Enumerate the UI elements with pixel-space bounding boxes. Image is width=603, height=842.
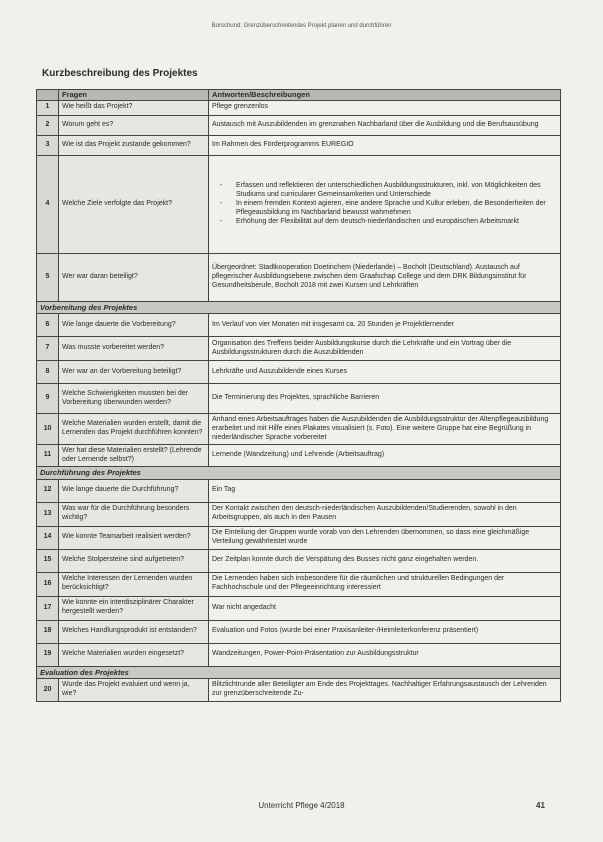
- table-row: [37, 445, 561, 467]
- row-number: 10: [37, 414, 59, 445]
- project-table: [36, 89, 561, 702]
- answer-cell: Der Kontakt zwischen den deutsch-niederländischen Auszubildenden/Studierenden, sowohl in den Arbeitsgruppen, als auch in den Pausen: [209, 502, 561, 526]
- table-row: [37, 337, 561, 361]
- row-number: 9: [37, 384, 59, 414]
- row-number: 2: [37, 115, 59, 135]
- answer-cell: Im Rahmen des Förderprogramms EUREGIO: [209, 135, 561, 155]
- goal-item: - Erhöhung der Flexibilität auf dem deutsch-niederländischen und europäischen Arbeitsmarkt: [236, 218, 557, 227]
- answer-cell: Anhand eines Arbeitsauftrages haben die Auszubildenden die Ausbildungsstruktur der Altenpflegeausbildung erarbeitet und mit Hilfe eines Plakates visualisiert (s. Foto). Eine weitere Gruppe hat eine Begrüßung in niederländischer Sprache vorbereitet: [209, 414, 561, 445]
- row-number: 13: [37, 502, 59, 526]
- row-number: 7: [37, 337, 59, 361]
- question-cell: Welche Interessen der Lernenden wurden berücksichtigt?: [59, 572, 209, 596]
- question-cell: Wie lange dauerte die Vorbereitung?: [59, 314, 209, 337]
- row-number: 12: [37, 479, 59, 502]
- table-row: [37, 361, 561, 384]
- table-row: [37, 502, 561, 526]
- answer-cell: Ein Tag: [209, 479, 561, 502]
- table-row: [37, 479, 561, 502]
- answer-cell: Organisation des Treffens beider Ausbildungskurse durch die Lehrkräfte und ein Vortrag über die Ausbildungsstrukturen durch die Auszubildenden: [209, 337, 561, 361]
- row-number: 14: [37, 526, 59, 549]
- question-cell: Wie lange dauerte die Durchführung?: [59, 479, 209, 502]
- section-row: [37, 666, 561, 679]
- table-row: [37, 253, 561, 301]
- goal-item: - In einem fremden Kontext agieren, eine andere Sprache und Kultur erleben, die Besonderheiten der Pflegeausbildung im Nachbarland bewusst wahrnehmen: [236, 200, 557, 218]
- question-cell: Welche Ziele verfolgte das Projekt?: [59, 155, 209, 253]
- table-row: [37, 572, 561, 596]
- question-cell: Welches Handlungsprodukt ist entstanden?: [59, 620, 209, 643]
- row-number: 20: [37, 679, 59, 702]
- table-row: [37, 620, 561, 643]
- section-heading-execution: Durchführung des Projektes: [37, 467, 561, 480]
- answer-cell: Wandzeitungen, Power-Point-Präsentation zur Ausbildungsstruktur: [209, 643, 561, 666]
- answer-cell: Im Verlauf von vier Monaten mit insgesamt ca. 20 Stunden je Projektlernender: [209, 314, 561, 337]
- table-header-row: [37, 90, 561, 101]
- page-number: 41: [536, 801, 545, 810]
- row-number: 17: [37, 596, 59, 620]
- section-row: [37, 301, 561, 314]
- answer-cell: Pflege grenzenlos: [209, 100, 561, 115]
- row-number: 11: [37, 445, 59, 467]
- answer-cell: Lehrkräfte und Auszubildende eines Kurses: [209, 361, 561, 384]
- row-number: 16: [37, 572, 59, 596]
- row-number: 3: [37, 135, 59, 155]
- table-row: [37, 526, 561, 549]
- answer-cell: [209, 155, 561, 253]
- table-row: [37, 314, 561, 337]
- question-cell: Wer hat diese Materialien erstellt? (Lehrende oder Lernende selbst?): [59, 445, 209, 467]
- question-cell: Worum geht es?: [59, 115, 209, 135]
- table-row: [37, 596, 561, 620]
- table-row: [37, 679, 561, 702]
- answer-cell: Die Lernenden haben sich insbesondere für die räumlichen und strukturellen Bedingungen der Fachhochschule und der Pflegeeinrichtung interessiert: [209, 572, 561, 596]
- header-num: [37, 90, 59, 101]
- magazine-issue: Unterricht Pflege 4/2018: [258, 801, 345, 810]
- section-heading-preparation: Vorbereitung des Projektes: [37, 301, 561, 314]
- answer-cell: Der Zeitplan konnte durch die Verspätung des Busses nicht ganz eingehalten werden.: [209, 549, 561, 572]
- question-cell: Welche Materialien wurden eingesetzt?: [59, 643, 209, 666]
- question-cell: Welche Stolpersteine sind aufgetreten?: [59, 549, 209, 572]
- section-heading-evaluation: Evaluation des Projektes: [37, 666, 561, 679]
- row-number: 15: [37, 549, 59, 572]
- section-row: [37, 467, 561, 480]
- row-number: 4: [37, 155, 59, 253]
- table-row: [37, 384, 561, 414]
- row-number: 5: [37, 253, 59, 301]
- question-cell: Wer war an der Vorbereitung beteiligt?: [59, 361, 209, 384]
- question-cell: Welche Schwierigkeiten mussten bei der Vorbereitung überwunden werden?: [59, 384, 209, 414]
- answer-cell: Übergeordnet: Stadtkooperation Doetinchem (Niederlande) – Bocholt (Deutschland). Austausch auf pflegerischer Ausbildungsebene zwischen dem Graafschap College und dem DRK Bildungsinstitut für Gesundheitsberufe, Bocholt 2018 mit zwei Kursen und Lehrkräften: [209, 253, 561, 301]
- section-title: Kurzbeschreibung des Projektes: [42, 68, 198, 79]
- answer-cell: Blitzlichtrunde aller Beteiligter am Ende des Projekttages. Nachhaltiger Erfahrungsaustausch der Lehrenden zur grenzüberschreitende Zu-: [209, 679, 561, 702]
- answer-cell: Austausch mit Auszubildenden im grenznahen Nachbarland über die Ausbildung und die Berufsausübung: [209, 115, 561, 135]
- question-cell: Welche Materialien wurden erstellt, damit die Lernenden das Projekt durchführen konnten?: [59, 414, 209, 445]
- question-cell: Was war für die Durchführung besonders wichtig?: [59, 502, 209, 526]
- answer-cell: Evaluation und Fotos (wurde bei einer Praxisanleiter-/Heimleiterkonferenz präsentiert): [209, 620, 561, 643]
- goals-list: [212, 182, 557, 227]
- row-number: 19: [37, 643, 59, 666]
- running-head: Borschund: Grenzüberschreitendes Projekt planen und durchführen: [211, 23, 392, 29]
- row-number: 6: [37, 314, 59, 337]
- question-cell: Wer war daran beteiligt?: [59, 253, 209, 301]
- question-cell: Wie ist das Projekt zustande gekommen?: [59, 135, 209, 155]
- question-cell: Wie konnte ein interdisziplinärer Charakter hergestellt werden?: [59, 596, 209, 620]
- row-number: 1: [37, 100, 59, 115]
- table-row: [37, 115, 561, 135]
- row-number: 8: [37, 361, 59, 384]
- question-cell: Was musste vorbereitet werden?: [59, 337, 209, 361]
- answer-cell: Die Einteilung der Gruppen wurde vorab von den Lehrenden übernommen, so dass eine gleichmäßige Verteilung gewährleistet wurde: [209, 526, 561, 549]
- table-row: [37, 549, 561, 572]
- row-number: 18: [37, 620, 59, 643]
- table-row: [37, 155, 561, 253]
- answer-cell: Lernende (Wandzeitung) und Lehrende (Arbeitsauftrag): [209, 445, 561, 467]
- goal-item: - Erfassen und reflektieren der unterschiedlichen Ausbildungsstrukturen, inkl. von Möglichkeiten des Studiums und curricularer Gemeinsamkeiten und Unterschiede: [236, 182, 557, 200]
- answer-cell: War nicht angedacht: [209, 596, 561, 620]
- question-cell: Wie heißt das Projekt?: [59, 100, 209, 115]
- question-cell: Wie konnte Teamarbeit realisiert werden?: [59, 526, 209, 549]
- table-row: [37, 100, 561, 115]
- answer-cell: Die Terminierung des Projektes, sprachliche Barrieren: [209, 384, 561, 414]
- table-row: [37, 135, 561, 155]
- header-answer: Antworten/Beschreibungen: [209, 90, 561, 101]
- question-cell: Wurde das Projekt evaluiert und wenn ja, wie?: [59, 679, 209, 702]
- table-row: [37, 643, 561, 666]
- header-question: Fragen: [59, 90, 209, 101]
- table-row: [37, 414, 561, 445]
